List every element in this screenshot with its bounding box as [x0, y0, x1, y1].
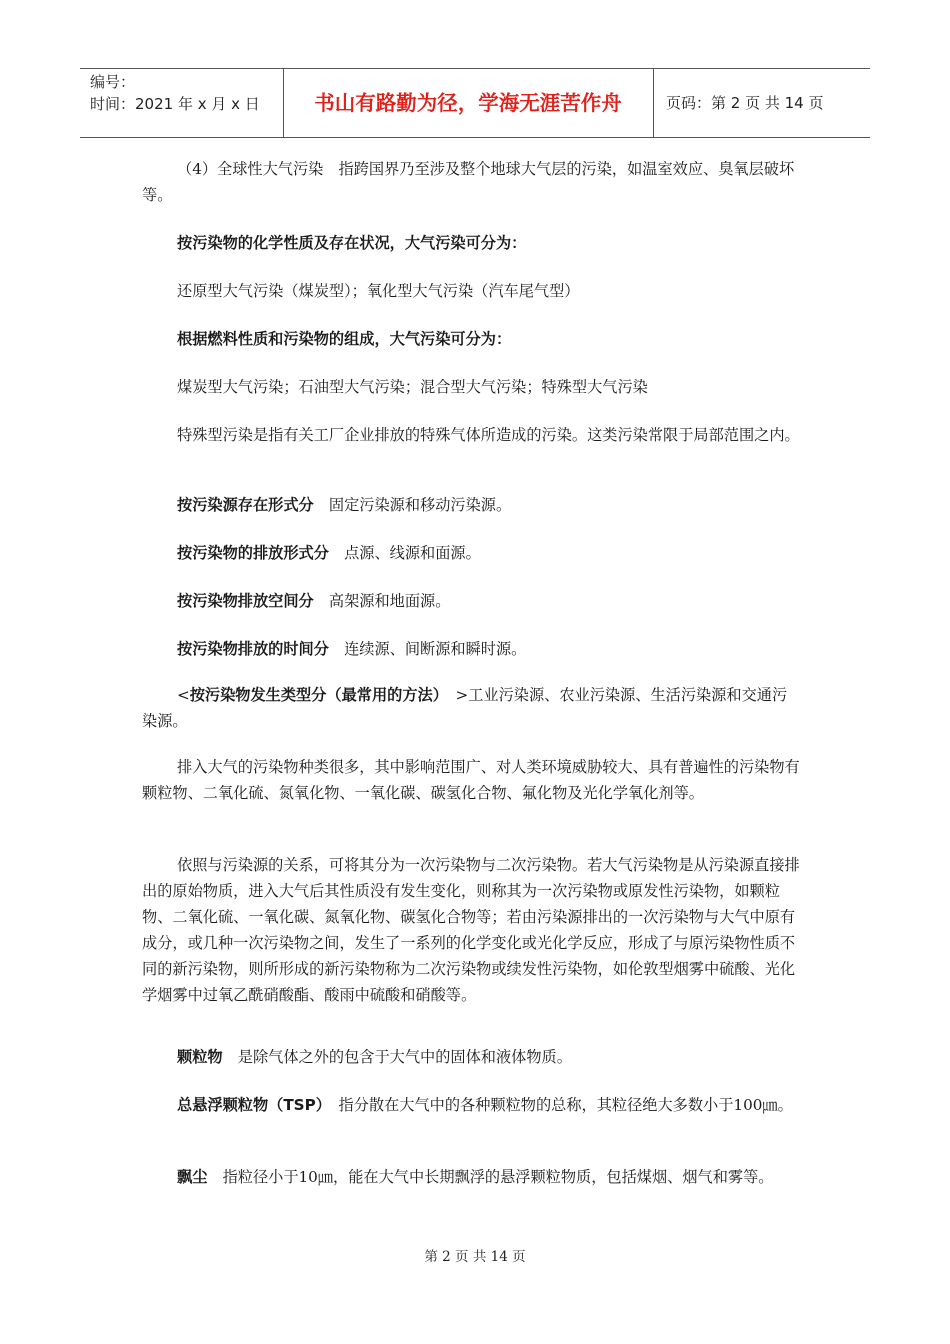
- term-text: 点源、线源和面源。: [328, 544, 481, 562]
- heading-chemical-classification: 按污染物的化学性质及存在状况，大气污染可分为：: [177, 234, 527, 252]
- header-meta: [80, 69, 284, 137]
- classification-source-form: [142, 492, 802, 518]
- paragraph-fuel-types: 煤炭型大气污染；石油型大气污染；混合型大气污染；特殊型大气污染: [177, 378, 648, 396]
- document-date: 时间：2021 年 x 月 x 日: [90, 95, 260, 113]
- classification-occurrence-type: [142, 682, 802, 734]
- header-motto-cell: [283, 69, 654, 137]
- header-motto: 书山有路勤为径，学海无涯苦作舟: [314, 91, 622, 115]
- term-text: 指粒径小于10㎛，能在大气中长期飘浮的悬浮颗粒物质，包括煤烟、烟气和雾等。: [207, 1168, 774, 1186]
- term-label: 按污染物排放空间分: [177, 592, 314, 610]
- term-label: 按污染源存在形式分: [177, 496, 314, 514]
- page-header: [80, 68, 870, 138]
- header-page-info: 页码：第 2 页 共 14 页: [666, 94, 824, 112]
- term-label: 颗粒物: [177, 1048, 223, 1066]
- paragraph-pollutant-types: 排入大气的污染物种类很多，其中影响范围广、对人类环境威胁较大、具有普遍性的污染物有颗粒物、二氧化硫、氮氧化物、一氧化碳、碳氢化合物、氟化物及光化学氧化剂等。: [142, 758, 800, 802]
- heading-fuel-classification: 根据燃料性质和污染物的组成，大气污染可分为：: [177, 330, 512, 348]
- document-number-label: 编号：: [90, 73, 136, 91]
- term-text: 指分散在大气中的各种颗粒物的总称，其粒径绝大多数小于100㎛。: [323, 1096, 793, 1114]
- definition-floating-dust: [142, 1164, 802, 1190]
- term-label: 按污染物的排放形式分: [177, 544, 329, 562]
- classification-emission-time: [142, 636, 802, 662]
- page-footer: 第 2 页 共 14 页: [424, 1249, 526, 1265]
- term-text: 是除气体之外的包含于大气中的固体和液体物质。: [222, 1048, 572, 1066]
- classification-emission-form: [142, 540, 802, 566]
- term-label: 飘尘: [177, 1168, 208, 1186]
- term-label: 按污染物排放的时间分: [177, 640, 329, 658]
- term-text: 连续源、间断源和瞬时源。: [328, 640, 527, 658]
- term-text: 高架源和地面源。: [313, 592, 451, 610]
- definition-tsp: [142, 1092, 802, 1118]
- paragraph-primary-secondary: 依照与污染源的关系，可将其分为一次污染物与二次污染物。若大气污染物是从污染源直接排出的原始物质，进入大气后其性质没有发生变化，则称其为一次污染物或原发性污染物，如颗粒物、二氧化硫、一氧化碳、氮氧化物、碳氢化合物等；若由污染源排出的一次污染物与大气中原有成分，或几种一次污染物之间，发生了一系列的化学变化或光化学反应，形成了与原污染物性质不同的新污染物，则所形成的新污染物称为二次污染物或续发性污染物，如伦敦型烟雾中硫酸、光化学烟雾中过氧乙酰硝酸酯、酸雨中硫酸和硝酸等。: [142, 856, 800, 1004]
- term-text: 固定污染源和移动污染源。: [313, 496, 512, 514]
- term-label: 总悬浮颗粒物（TSP）: [177, 1096, 324, 1114]
- definition-particulate: [142, 1044, 802, 1070]
- paragraph-reduction-oxidation: 还原型大气污染（煤炭型）；氧化型大气污染（汽车尾气型）: [177, 282, 580, 300]
- term-text: >工业污染源、农业污染源、生活污染源和交通污染源。: [142, 686, 788, 730]
- term-bracket: <: [177, 686, 190, 704]
- classification-emission-space: [142, 588, 802, 614]
- paragraph-global-pollution: （4）全球性大气污染 指跨国界乃至涉及整个地球大气层的污染，如温室效应、臭氧层破坏等。: [142, 160, 795, 204]
- term-label: 按污染物发生类型分（最常用的方法）: [189, 686, 441, 704]
- paragraph-special-pollution: 特殊型污染是指有关工厂企业排放的特殊气体所造成的污染。这类污染常限于局部范围之内。: [177, 426, 800, 444]
